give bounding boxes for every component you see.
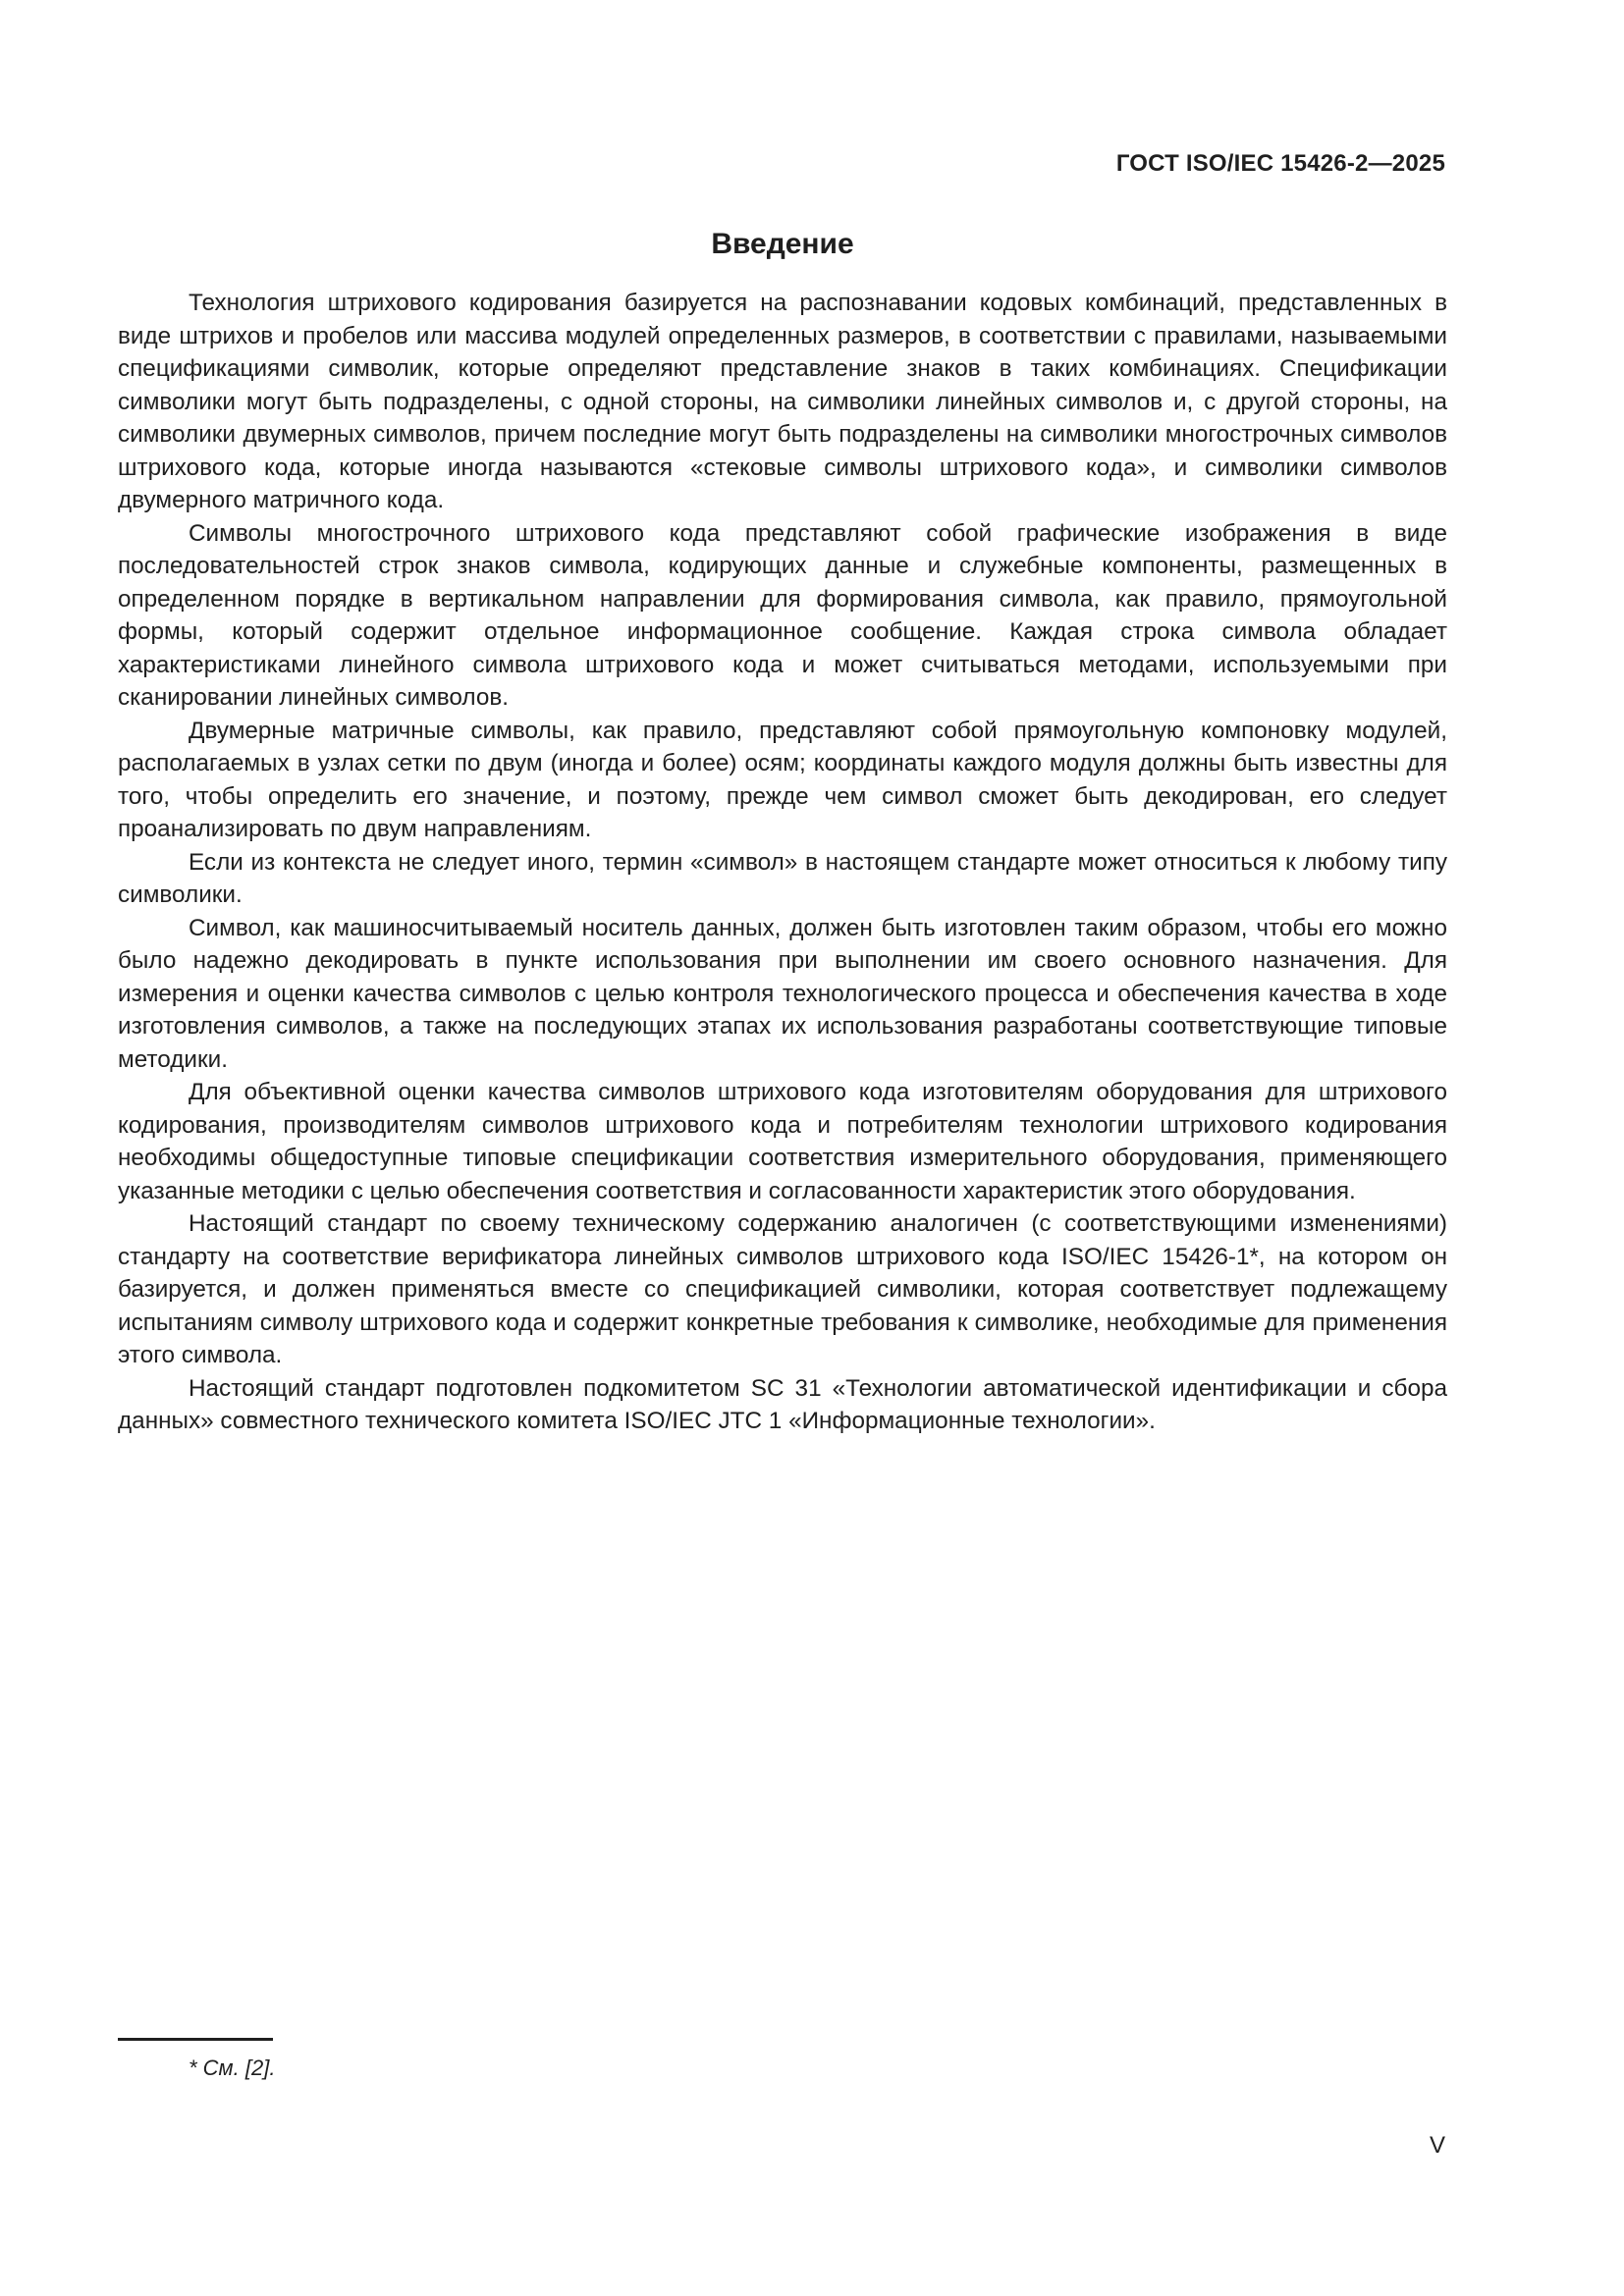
- paragraph-4: Если из контекста не следует иного, термин «символ» в настоящем стандарте может относиться к любому типу символики.: [118, 848, 1447, 908]
- paragraph-5: Символ, как машиносчитываемый носитель данных, должен быть изготовлен таким образом, чтобы его можно было надежно декодировать в пункте использования при выполнении им своего основного назначения. Для измерения и оценки качества символов с целью контроля технологического процесса и обеспечения качества в ходе изготовления символов, а также на последующих этапах их использования разработаны соответствующие типовые методики.: [118, 914, 1447, 1073]
- footnote-divider: [118, 2038, 273, 2041]
- paragraph-8: Настоящий стандарт подготовлен подкомитетом SC 31 «Технологии автоматической идентификации и сбора данных» совместного технического комитета ISO/IEC JTC 1 «Информационные технологии».: [118, 1374, 1447, 1434]
- paragraph-2: Символы многострочного штрихового кода представляют собой графические изображения в виде последовательностей строк знаков символа, кодирующих данные и служебные компоненты, размещенных в определенном порядке в вертикальном направлении для формирования символа, как правило, прямоугольной формы, который содержит отдельное информационное сообщение. Каждая строка символа обладает характеристиками линейного символа штрихового кода и может считываться методами, используемыми при сканировании линейных символов.: [118, 519, 1447, 711]
- section-title: Введение: [711, 228, 854, 260]
- paragraph-3: Двумерные матричные символы, как правило, представляют собой прямоугольную компоновку модулей, располагаемых в узлах сетки по двум (иногда и более) осям; координаты каждого модуля должны быть известны для того, чтобы определить его значение, и поэтому, прежде чем символ сможет быть декодирован, его следует проанализировать по двум направлениям.: [118, 717, 1447, 842]
- document-header-code: ГОСТ ISO/IEC 15426-2—2025: [1115, 150, 1445, 177]
- paragraph-1: Технология штрихового кодирования базируется на распознавании кодовых комбинаций, представленных в виде штрихов и пробелов или массива модулей определенных размеров, в соответствии с правилами, называемыми спецификациями символик, которые определяют представление знаков в таких комбинациях. Спецификации символики могут быть подразделены, с одной стороны, на символики линейных символов и, с другой стороны, на символики двумерных символов, причем последние могут быть подразделены на символики многострочных символов штрихового кода, которые иногда называются «стековые символы штрихового кода», и символики символов двумерного матричного кода.: [118, 290, 1447, 513]
- body-text: [118, 287, 1447, 1438]
- page-number: V: [1429, 2132, 1445, 2159]
- footnote: * См. [2].: [189, 2056, 276, 2080]
- paragraph-7: Настоящий стандарт по своему техническому содержанию аналогичен (с соответствующими изменениями) стандарту на соответствие верификатора линейных символов штрихового кода ISO/IEC 15426-1*, на котором он базируется, и должен применяться вместе со спецификацией символики, которая соответствует подлежащему испытаниям символу штрихового кода и содержит конкретные требования к символике, необходимые для применения этого символа.: [118, 1210, 1447, 1368]
- paragraph-6: Для объективной оценки качества символов штрихового кода изготовителям оборудования для штрихового кодирования, производителям символов штрихового кода и потребителям технологии штрихового кодирования необходимы общедоступные типовые спецификации соответствия измерительного оборудования, применяющего указанные методики с целью обеспечения соответствия и согласованности характеристик этого оборудования.: [118, 1079, 1447, 1204]
